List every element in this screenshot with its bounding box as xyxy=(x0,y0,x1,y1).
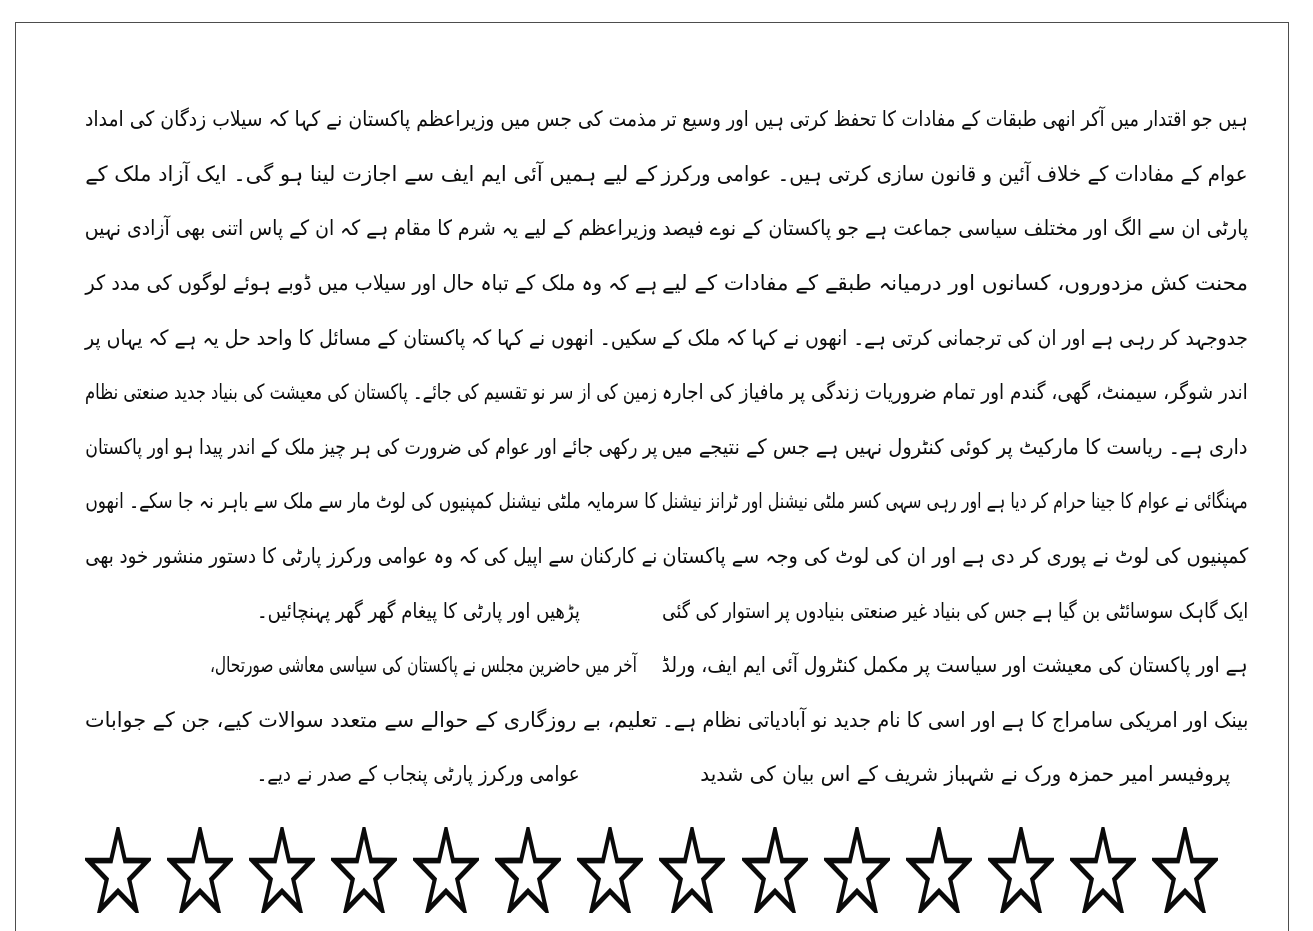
text-line: پر رکھی جائے اور عوام کی ضرورت کی ہر چیز ملک کے اندر پیدا ہو اور پاکستان xyxy=(85,434,657,459)
text-line: کمپنیوں کی لوٹ نے پوری کر دی ہے اور ان کی لوٹ کی وجہ سے پاکستان xyxy=(662,544,1248,569)
star-icon xyxy=(167,827,233,913)
star-icon xyxy=(824,827,890,913)
star-icon xyxy=(85,827,151,913)
text-line: مہنگائی نے عوام کا جینا حرام کر دیا ہے اور رہی سہی کسر ملٹی نیشنل اور ٹرانز نیشنل xyxy=(662,489,1248,514)
star-icon xyxy=(1070,827,1136,913)
star-icon xyxy=(249,827,315,913)
text-line: محنت کش مزدوروں، کسانوں اور درمیانہ طبقے کے مفادات کے لیے xyxy=(662,271,1248,296)
text-line: وزیراعظم کے لیے یہ شرم کا مقام ہے کہ ان کے پاس اتنی بھی آزادی نہیں xyxy=(85,216,657,241)
text-line: عوام کے مفادات کے خلاف آئین و قانون سازی کرتی ہیں۔ عوامی ورکرز xyxy=(662,161,1248,186)
star-icon xyxy=(495,827,561,913)
text-line-paragraph-end: عوامی ورکرز پارٹی پنجاب کے صدر نے دیے۔ xyxy=(257,762,580,787)
star-icon xyxy=(988,827,1054,913)
star-divider-row xyxy=(85,826,1218,914)
star-icon xyxy=(659,827,725,913)
text-line: نے کارکنان سے اپیل کی کہ وہ عوامی ورکرز پارٹی کا دستور منشور خود بھی xyxy=(85,544,657,569)
text-line-paragraph-start: آخر میں حاضرین مجلس نے پاکستان کی سیاسی معاشی صورتحال، xyxy=(210,653,637,678)
text-line: کا سرمایہ ملٹی نیشنل کمپنیوں کی لوٹ مار سے ملک سے باہر نہ جا سکے۔ انھوں xyxy=(85,489,657,514)
star-icon xyxy=(331,827,397,913)
text-line: پارٹی ان سے الگ اور مختلف سیاسی جماعت ہے جو پاکستان کے نوے فیصد xyxy=(662,216,1248,241)
column-left xyxy=(85,92,657,802)
star-icon xyxy=(906,827,972,913)
text-line: زمین کی از سر نو تقسیم کی جائے۔ پاکستان کی معیشت کی بنیاد جدید صنعتی نظام xyxy=(85,380,657,405)
text-line: داری ہے۔ ریاست کا مارکیٹ پر کوئی کنٹرول نہیں ہے جس کے نتیجے میں xyxy=(662,434,1248,459)
star-icon xyxy=(1152,827,1218,913)
text-line: ایک گاہک سوسائٹی بن گیا ہے جس کی بنیاد غیر صنعتی بنیادوں پر استوار کی گئی xyxy=(662,598,1248,623)
text-line-paragraph-end: پڑھیں اور پارٹی کا پیغام گھر گھر پہنچائیں۔ xyxy=(257,598,580,623)
text-line: جدوجہد کر رہی ہے اور ان کی ترجمانی کرتی ہے۔ انھوں نے کہا کہ ملک کے xyxy=(662,325,1248,350)
text-line: ہے کہ وہ ملک کے تباہ حال اور سیلاب میں ڈوبے ہوئے لوگوں کی مدد کر xyxy=(85,271,657,296)
star-icon xyxy=(413,827,479,913)
text-line: مذمت کی جس میں وزیراعظم پاکستان نے کہا کہ سیلاب زدگان کی امداد xyxy=(85,107,657,132)
star-icon xyxy=(577,827,643,913)
text-line: سکیں۔ انھوں نے کہا کہ پاکستان کے مسائل کا واحد حل یہ ہے کہ یہاں پر xyxy=(85,325,657,350)
star-icon xyxy=(742,827,808,913)
text-line: اندر شوگر، سیمنٹ، گھی، گندم اور تمام ضروریات زندگی پر مافیاز کی اجارہ xyxy=(662,380,1248,405)
text-line: تعلیم، بے روزگاری کے حوالے سے متعدد سوالات کیے، جن کے جوابات xyxy=(85,707,657,732)
text-line: بینک اور امریکی سامراج کا ہے اور اسی کا نام جدید نو آبادیاتی نظام ہے۔ xyxy=(662,707,1248,732)
text-line: ہیں جو اقتدار میں آکر انھی طبقات کے مفادات کا تحفظ کرتی ہیں اور وسیع تر xyxy=(662,107,1248,132)
text-line: کے لیے ہمیں آئی ایم ایف سے اجازت لینا ہو گی۔ ایک آزاد ملک کے xyxy=(85,161,657,186)
column-right xyxy=(662,92,1248,802)
text-line: ہے اور پاکستان کی معیشت اور سیاست پر مکمل کنٹرول آئی ایم ایف، ورلڈ xyxy=(662,653,1248,678)
text-line-paragraph-start: پروفیسر امیر حمزہ ورک نے شہباز شریف کے اس بیان کی شدید xyxy=(700,762,1230,787)
